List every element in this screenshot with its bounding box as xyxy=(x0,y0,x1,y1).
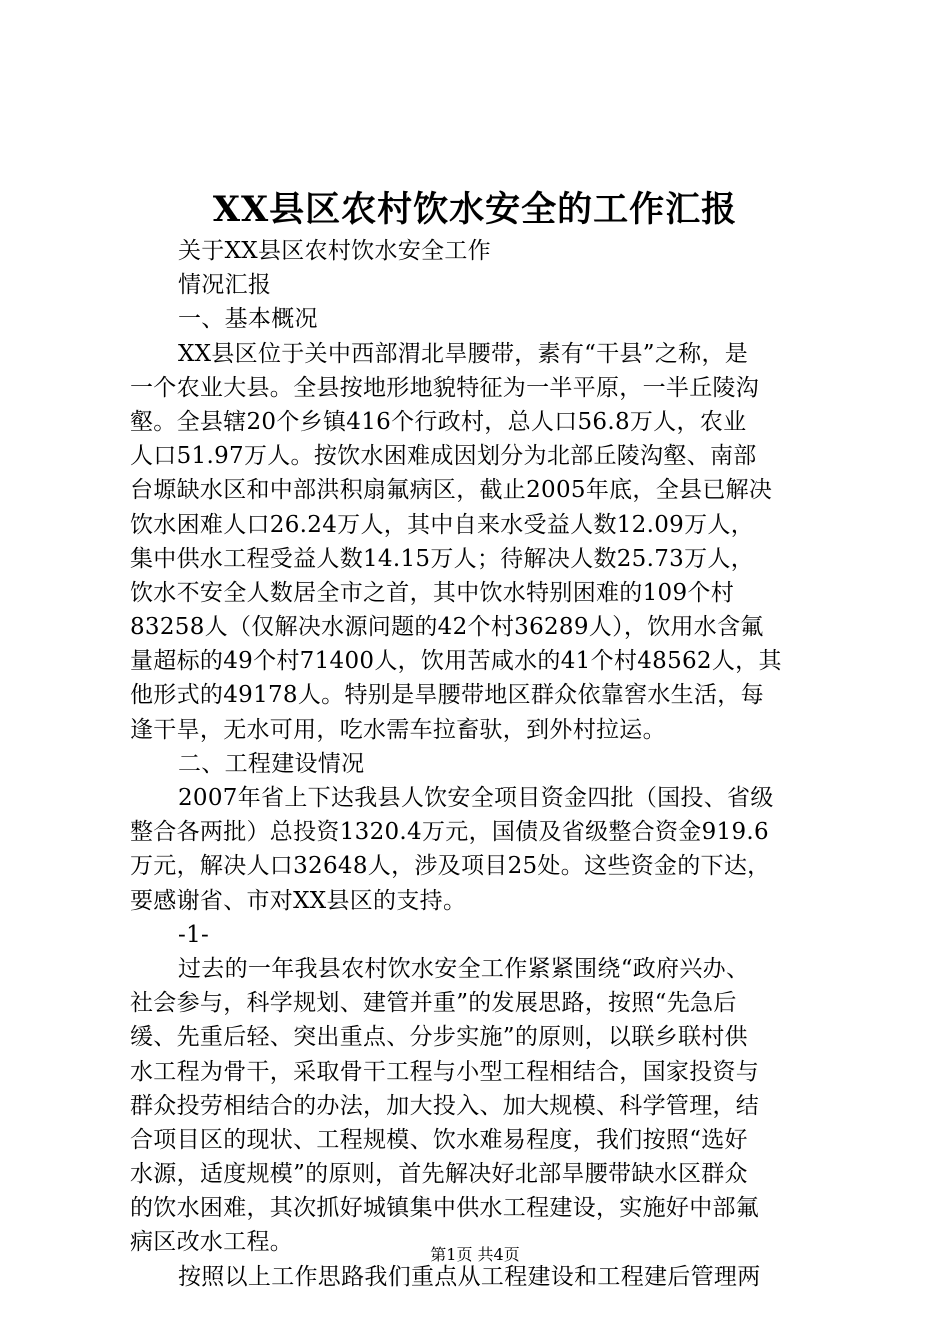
text-line: 水工程为骨干，采取骨干工程与小型工程相结合，国家投资与 xyxy=(130,1058,760,1085)
text-line: 按照以上工作思路我们重点从工程建设和工程建后管理两 xyxy=(178,1263,761,1290)
text-line: 83258人（仅解决水源问题的42个村36289人），饮用水含氟 xyxy=(130,614,764,641)
text-line: 量超标的49个村71400人，饮用苦咸水的41个村48562人，其 xyxy=(130,648,782,675)
text-line: 逢干旱，无水可用，吃水需车拉畜驮，到外村拉运。 xyxy=(130,716,666,743)
text-line: 要感谢省、市对XX县区的支持。 xyxy=(130,887,467,914)
text-line: 人口51.97万人。按饮水困难成因划分为北部丘陵沟壑、南部 xyxy=(130,443,757,470)
document-title: XX县区农村饮水安全的工作汇报 xyxy=(212,189,738,230)
text-line: 一、基本概况 xyxy=(178,306,318,333)
text-line: 整合各两批）总投资1320.4万元，国债及省级整合资金919.6 xyxy=(130,819,769,846)
document-body xyxy=(130,234,832,1294)
text-line: 关于XX县区农村饮水安全工作 xyxy=(178,238,491,264)
text-line: 他形式的49178人。特别是旱腰带地区群众依靠窖水生活，每 xyxy=(130,682,764,709)
text-line: -1- xyxy=(178,921,210,948)
page-footer: 第1页 共4页 xyxy=(430,1245,520,1264)
text-line: XX县区位于关中西部渭北旱腰带，素有“干县”之称，是 xyxy=(178,340,749,367)
text-line: 合项目区的现状、工程规模、饮水难易程度，我们按照“选好 xyxy=(130,1126,748,1153)
text-line: 社会参与，科学规划、建管并重”的发展思路，按照“先急后 xyxy=(130,990,737,1017)
text-line: 缓、先重后轻、突出重点、分步实施”的原则，以联乡联村供 xyxy=(130,1024,748,1051)
text-line: 万元，解决人口32648人，涉及项目25处。这些资金的下达， xyxy=(130,853,771,880)
text-line: 二、工程建设情况 xyxy=(178,750,365,777)
text-line: 水源，适度规模”的原则，首先解决好北部旱腰带缺水区群众 xyxy=(130,1161,748,1188)
text-line: 2007年省上下达我县人饮安全项目资金四批（国投、省级 xyxy=(178,785,774,811)
text-line: 过去的一年我县农村饮水安全工作紧紧围绕“政府兴办、 xyxy=(178,955,750,982)
text-line: 一个农业大县。全县按地形地貌特征为一半平原，一半丘陵沟 xyxy=(130,374,760,401)
text-line: 病区改水工程。 xyxy=(130,1229,294,1256)
text-line: 饮水困难人口26.24万人，其中自来水受益人数12.09万人， xyxy=(130,511,754,538)
text-line: 壑。全县辖20个乡镇416个行政村，总人口56.8万人，农业 xyxy=(130,408,747,435)
text-line: 群众投劳相结合的办法，加大投入、加大规模、科学管理，结 xyxy=(130,1092,760,1119)
text-line: 集中供水工程受益人数14.15万人；待解决人数25.73万人， xyxy=(130,545,754,572)
text-line: 饮水不安全人数居全市之首，其中饮水特别困难的109个村 xyxy=(130,579,734,606)
text-line: 台塬缺水区和中部洪积扇氟病区，截止2005年底，全县已解决 xyxy=(130,477,773,504)
text-line: 情况汇报 xyxy=(178,272,272,299)
text-line: 的饮水困难，其次抓好城镇集中供水工程建设，实施好中部氟 xyxy=(130,1195,760,1222)
